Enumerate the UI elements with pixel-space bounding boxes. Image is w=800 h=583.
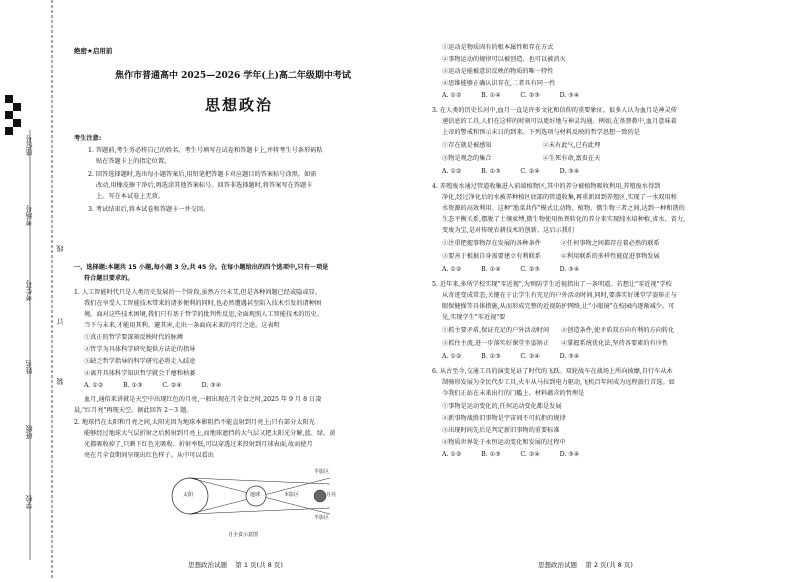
page-2	[428, 0, 794, 579]
secret-label: 绝密★启用前	[74, 47, 113, 55]
question-line: 3. 在人类的历史长河中,血月一直是许多文化和信仰的重要象征。很多人认为血月是神灵传	[432, 107, 677, 114]
question-line: 水资源的高效利用。这种"渔菜共作"模式让动物、植物、微生物三者之间,达到一种和谐的	[442, 205, 685, 212]
question-line: 4. 养殖废水通过管道收集进入前端植物区,其中的养分被植物吸收利用,养殖废水得到	[432, 183, 661, 190]
binding-line-char: 线	[56, 245, 64, 252]
question-line: 亮在月全食期间呈现出红色样子。从中可以看出	[84, 452, 214, 459]
question-line: 净化,经过净化后的水被养种植区底部的管道收集,再重新回到养殖区,实现了一水双用和	[442, 194, 677, 201]
exam-room-label: 考场号	[25, 205, 33, 226]
section-heading: 一、选择题:本题共 15 小题,每小题 3 分,共 45 分。在每小题给出的四个选项中,只有一项是	[74, 264, 329, 271]
question-line: 能够经过地球大气层折射之后照射到月亮上,而地球遮挡的大气层又把太阳光分解,蓝、绿、黄	[84, 430, 336, 437]
option-line: ③要善于根据自身需要建立有利联系 ④利用联系的多样性能促进事物发展	[442, 253, 660, 260]
question-line: 我们在享受人工智能技术带来的诸多便利的同时,也必然遭遇甚至陷入技术引发的诸种困	[84, 300, 322, 307]
candidate-number-label: 考生号	[25, 280, 33, 301]
option-line: ④物质世界处于永恒运动变化和发展的过程中	[442, 439, 566, 446]
question-line: 6. 从古至今,交通工具的演变见证了时代的飞跃。双轮战车在战场上所向披靡,自行车从木	[432, 368, 673, 375]
option-line: ①事物是运动变化的,任何运动变化都是发展	[442, 403, 562, 410]
seat-number-label: 座位号	[25, 135, 33, 156]
option-line: ②新事物战胜旧事物是宇宙间不可抗拒的规律	[442, 415, 566, 422]
answer-choices: A. ①② B. ①③ C. ②④ D. ③④	[442, 353, 580, 360]
question-line: 从奇迹变成常态,关键在于让学生有充足的户外活动时间,同时,要落实好课堂学姿矫正与	[442, 292, 677, 299]
option-line: ③抓住主流,进一步落实好课堂坐姿矫正 ④掌握系统优化法,坚持各要素的有序性	[442, 340, 669, 347]
option-line: ③物是观念的集合 ④生死有命,富贵在天	[442, 155, 601, 162]
question-line: 5. 近年来,多所学校实现"零近视",为预防学生近视指出了一条明道。若想让"零近视"学校	[432, 281, 672, 288]
penumbra-bottom-label: 半影区	[314, 515, 330, 521]
binding-strip	[0, 0, 68, 579]
question-line: 变废为宝,是对传统农耕技术的创新。这启示我们	[442, 227, 574, 234]
name-label: 姓名	[25, 360, 33, 374]
school-label: 学校	[25, 495, 33, 509]
diagram-caption: 月全食示意图	[228, 532, 259, 538]
question-line: 血月,通俗来讲就是天空中出现红色的月亮,一般出现在月全食之时,2025 年 9 月 8 日凌	[84, 396, 322, 403]
question-line: 生态平衡关系,摆脱了土壤束缚,微生物使用鱼粪转化的养分来实现纯水培种植,省水、省力,	[442, 216, 685, 223]
question-line: 光都吸收掉了,只剩下红色光吸收、折射率低,可以穿透过来投射到月球表面,故而使月	[84, 441, 313, 448]
answer-choices: A. ①② B. ①③ C. ②④ D. ③④	[442, 451, 580, 458]
notice-line: 贴在答题卡上的指定位置。	[96, 158, 171, 165]
answer-choices: A. ①② B. ①③ C. ②④ D. ③④	[84, 382, 222, 389]
question-line: 递信息的工具,人们在这样的时刻可以更好地与神灵沟通。例如,在基督教中,血月意味着	[442, 118, 677, 125]
question-line: 1. 人工智能时代只是人类历史发展的一个阶段,虽然方兴未艾,但是各种问题已经或隐或显。	[74, 289, 321, 296]
notice-title: 考生注意:	[74, 135, 102, 142]
subject-title: 思想政治	[205, 96, 274, 114]
question-line: 制骑形发展为全民代步工具,火车从马拉到电力驱动,飞机百年间成为远程旅行首选。如	[442, 379, 675, 386]
notice-line: 3. 考试结束后,将本试卷和答题卡一并交回。	[88, 206, 210, 213]
umbra-label: 本影区	[284, 492, 300, 498]
page-1	[70, 0, 420, 579]
option-line: ②事物运动的规律可以被创造、也可以被消灭	[442, 56, 566, 63]
section-heading: 符合题目要求的。	[84, 275, 134, 282]
option-line: ②哲学为具体科学研究提供方法论的指导	[84, 346, 196, 353]
question-line: 晨,"红月亮"再现天空。据此回答 2～3 题。	[74, 407, 193, 414]
exam-title: 焦作市普通高中 2025—2026 学年(上)高二年级期中考试	[115, 71, 351, 81]
question-line: 2. 地球挡在太阳和月亮之间,太阳光因为地球本影阻挡不能直射到月亮上;只有部分太阳光	[74, 419, 315, 426]
question-line: 今我们正站在未来出行的门槛上。材料蕴含的哲理是	[442, 390, 585, 397]
notice-line: 上。写在本试卷上无效。	[96, 193, 165, 200]
option-line: ③运动是能被意识反映的物质的唯一特性	[442, 68, 554, 75]
moon-label: 月亮	[326, 492, 337, 498]
answer-choices: A. ①② B. ①④ C. ②③ D. ③④	[442, 266, 580, 273]
option-line: ③缺乏哲学指导的科学研究必将走入歧途	[84, 358, 196, 365]
question-line: 见,实现学生"零近视"要	[442, 314, 506, 321]
option-line: ③出现时间先后是判定新旧事物的重要标准	[442, 427, 560, 434]
earth-label: 地球	[250, 492, 261, 498]
option-line: ①注重把握事物存在发展的各种条件 ②任何事物之间都存在着必然的联系	[442, 240, 660, 247]
question-line: 境。面对这些技术困境,我们只有基于哲学的批判性反思,全面观照人工智能技术的历史、	[84, 311, 324, 318]
option-line: ①存在就是被感知 ②未有此气,已有此理	[442, 142, 601, 149]
notice-line: 1. 答题前,考生务必将自己的姓名、考生号填写在试卷和答题卡上,并将考生号条形码粘	[88, 147, 323, 154]
sun-label: 太阳	[183, 492, 194, 498]
binding-strip-lines	[0, 0, 68, 579]
class-label: 班级	[25, 425, 33, 439]
page-1-footer: 思想政治试题 第 1 页(共 8 页)	[188, 561, 283, 569]
option-line: ④离开具体科学知识哲学就会干瘪和枯萎	[84, 370, 196, 377]
binding-staple-char: 订	[56, 318, 64, 325]
notice-line: 改动,用橡皮擦干净后,再选涂其他答案标号。回答非选择题时,将答案写在答题卡	[96, 182, 313, 189]
page-2-footer: 思想政治试题 第 2 页(共 8 页)	[538, 561, 633, 569]
option-line: ①运动是物质固有的根本属性和存在方式	[442, 44, 554, 51]
penumbra-top-label: 半影区	[314, 469, 330, 475]
option-line: ①抓主要矛盾,保证充足的户外活动时间 ②创造条件,使矛盾双方向有利的方向转化	[442, 327, 675, 334]
notice-line: 2. 回答选择题时,选出每小题答案后,用铅笔把答题卡对应题目的答案标号涂黑。如需	[88, 171, 317, 178]
option-line: ④思维能够正确认识存在,二者具有同一性	[442, 80, 556, 87]
question-line: 眼保健操等具体措施,从而形成完整的近视防护网络,让"小眼镜"在校园内逐渐减少。可	[442, 303, 675, 310]
option-line: ①真正的哲学要深刻反映时代的脉搏	[84, 334, 183, 341]
question-line: 当下与未来,才能用其利、避其害,走出一条面向未来的可行之途。这表明	[84, 322, 280, 329]
answer-choices: A. ①② B. ①④ C. ②③ D. ③④	[442, 92, 580, 99]
answer-choices: A. ①② B. ①③ C. ②④ D. ③④	[442, 168, 580, 175]
binding-bind-char: 装	[56, 378, 64, 385]
question-line: 上帝的警戒和预示末日的到来。下列选项与材料反映的哲学思想一致的是	[442, 129, 640, 136]
